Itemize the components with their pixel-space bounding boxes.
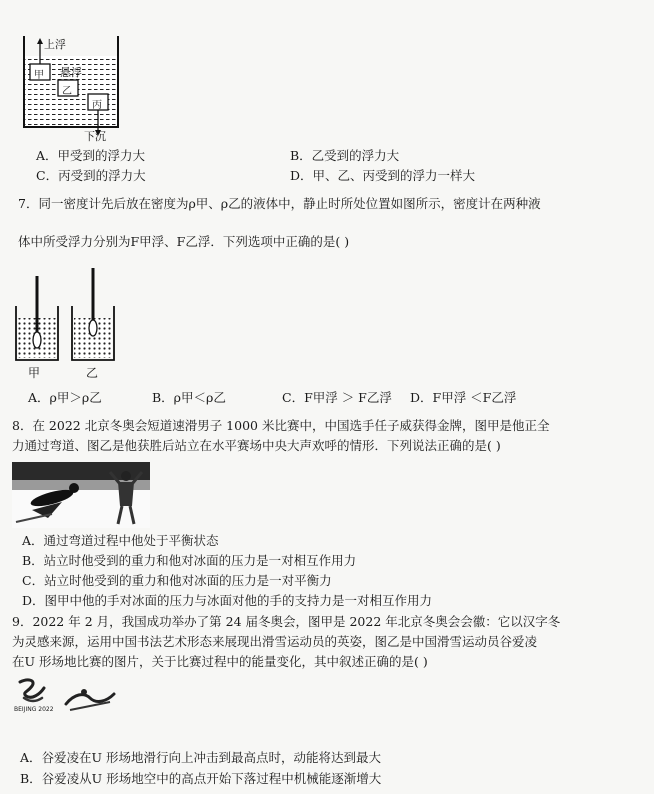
q7-option-a: A．ρ甲＞ρ乙: [28, 390, 102, 405]
q9-option-a: A．谷爱凌在U 形场地滑行向上冲击到最高点时，动能将达到最大: [20, 750, 382, 765]
skier-photo: [60, 684, 120, 716]
q9-stem-line2: 为灵感来源，运用中国书法艺术形态来展现出滑雪运动员的英姿，图乙是中国滑雪运动员谷爱凌: [12, 634, 538, 649]
q6-box-a-label: 甲: [34, 70, 44, 81]
q9-stem-line3: 在U 形场地比赛的图片，关于比赛过程中的能量变化，其中叙述正确的是( ): [12, 654, 428, 669]
q8-option-d: D．图甲中他的手对冰面的压力与冰面对他的手的支持力是一对相互作用力: [22, 593, 433, 608]
q7-right-label: 乙: [86, 366, 99, 380]
q8-stem-line2: 力通过弯道、图乙是他获胜后站立在水平赛场中央大声欢呼的情形．下列说法正确的是( ): [12, 438, 501, 453]
q7-hydrometer-figure: [12, 266, 122, 366]
q6-box-c-label: 丙: [92, 100, 102, 111]
q7-option-d: D．F甲浮 ＜F乙浮: [410, 390, 517, 405]
q8-stem-line1: 8．在 2022 北京冬奥会短道速滑男子 1000 米比赛中，中国选手任子威获得金牌，图甲是他正全: [12, 418, 550, 433]
q6-option-d: D．甲、乙、丙受到的浮力一样大: [290, 168, 476, 183]
q7-option-b: B．ρ甲＜ρ乙: [152, 390, 226, 405]
q6-down-label: 下沉: [84, 130, 106, 143]
q6-option-a: A．甲受到的浮力大: [36, 148, 146, 163]
q9-option-b: B．谷爱凌从U 形场地空中的高点开始下落过程中机械能逐渐增大: [20, 771, 382, 786]
q8-option-a: A．通过弯道过程中他处于平衡状态: [22, 533, 219, 548]
q6-option-b: B．乙受到的浮力大: [290, 148, 400, 163]
q8-option-c: C．站立时他受到的重力和他对冰面的压力是一对平衡力: [22, 573, 332, 588]
q7-left-label: 甲: [28, 366, 41, 380]
q6-option-c: C．丙受到的浮力大: [36, 168, 146, 183]
emblem-caption: BEIJING 2022: [14, 706, 54, 713]
q6-up-label: 上浮: [44, 38, 66, 51]
q7-stem-line2: 体中所受浮力分别为F甲浮、F乙浮．下列选项中正确的是( ): [18, 234, 350, 249]
q9-stem-line1: 9．2022 年 2 月，我国成功举办了第 24 届冬奥会，图甲是 2022 年北京冬奥会会徽：它以汉字冬: [12, 614, 561, 629]
q6-mid-label: 悬浮: [60, 66, 82, 79]
q6-box-b-label: 乙: [62, 86, 72, 97]
q8-skater-photo: [12, 462, 150, 528]
q7-stem-line1: 7．同一密度计先后放在密度为ρ甲、ρ乙的液体中，静止时所处位置如图所示，密度计在两种液: [18, 196, 541, 211]
q6-tank-figure: [22, 32, 122, 142]
q8-option-b: B．站立时他受到的重力和他对冰面的压力是一对相互作用力: [22, 553, 357, 568]
q7-option-c: C．F甲浮 ＞ F乙浮: [282, 390, 392, 405]
